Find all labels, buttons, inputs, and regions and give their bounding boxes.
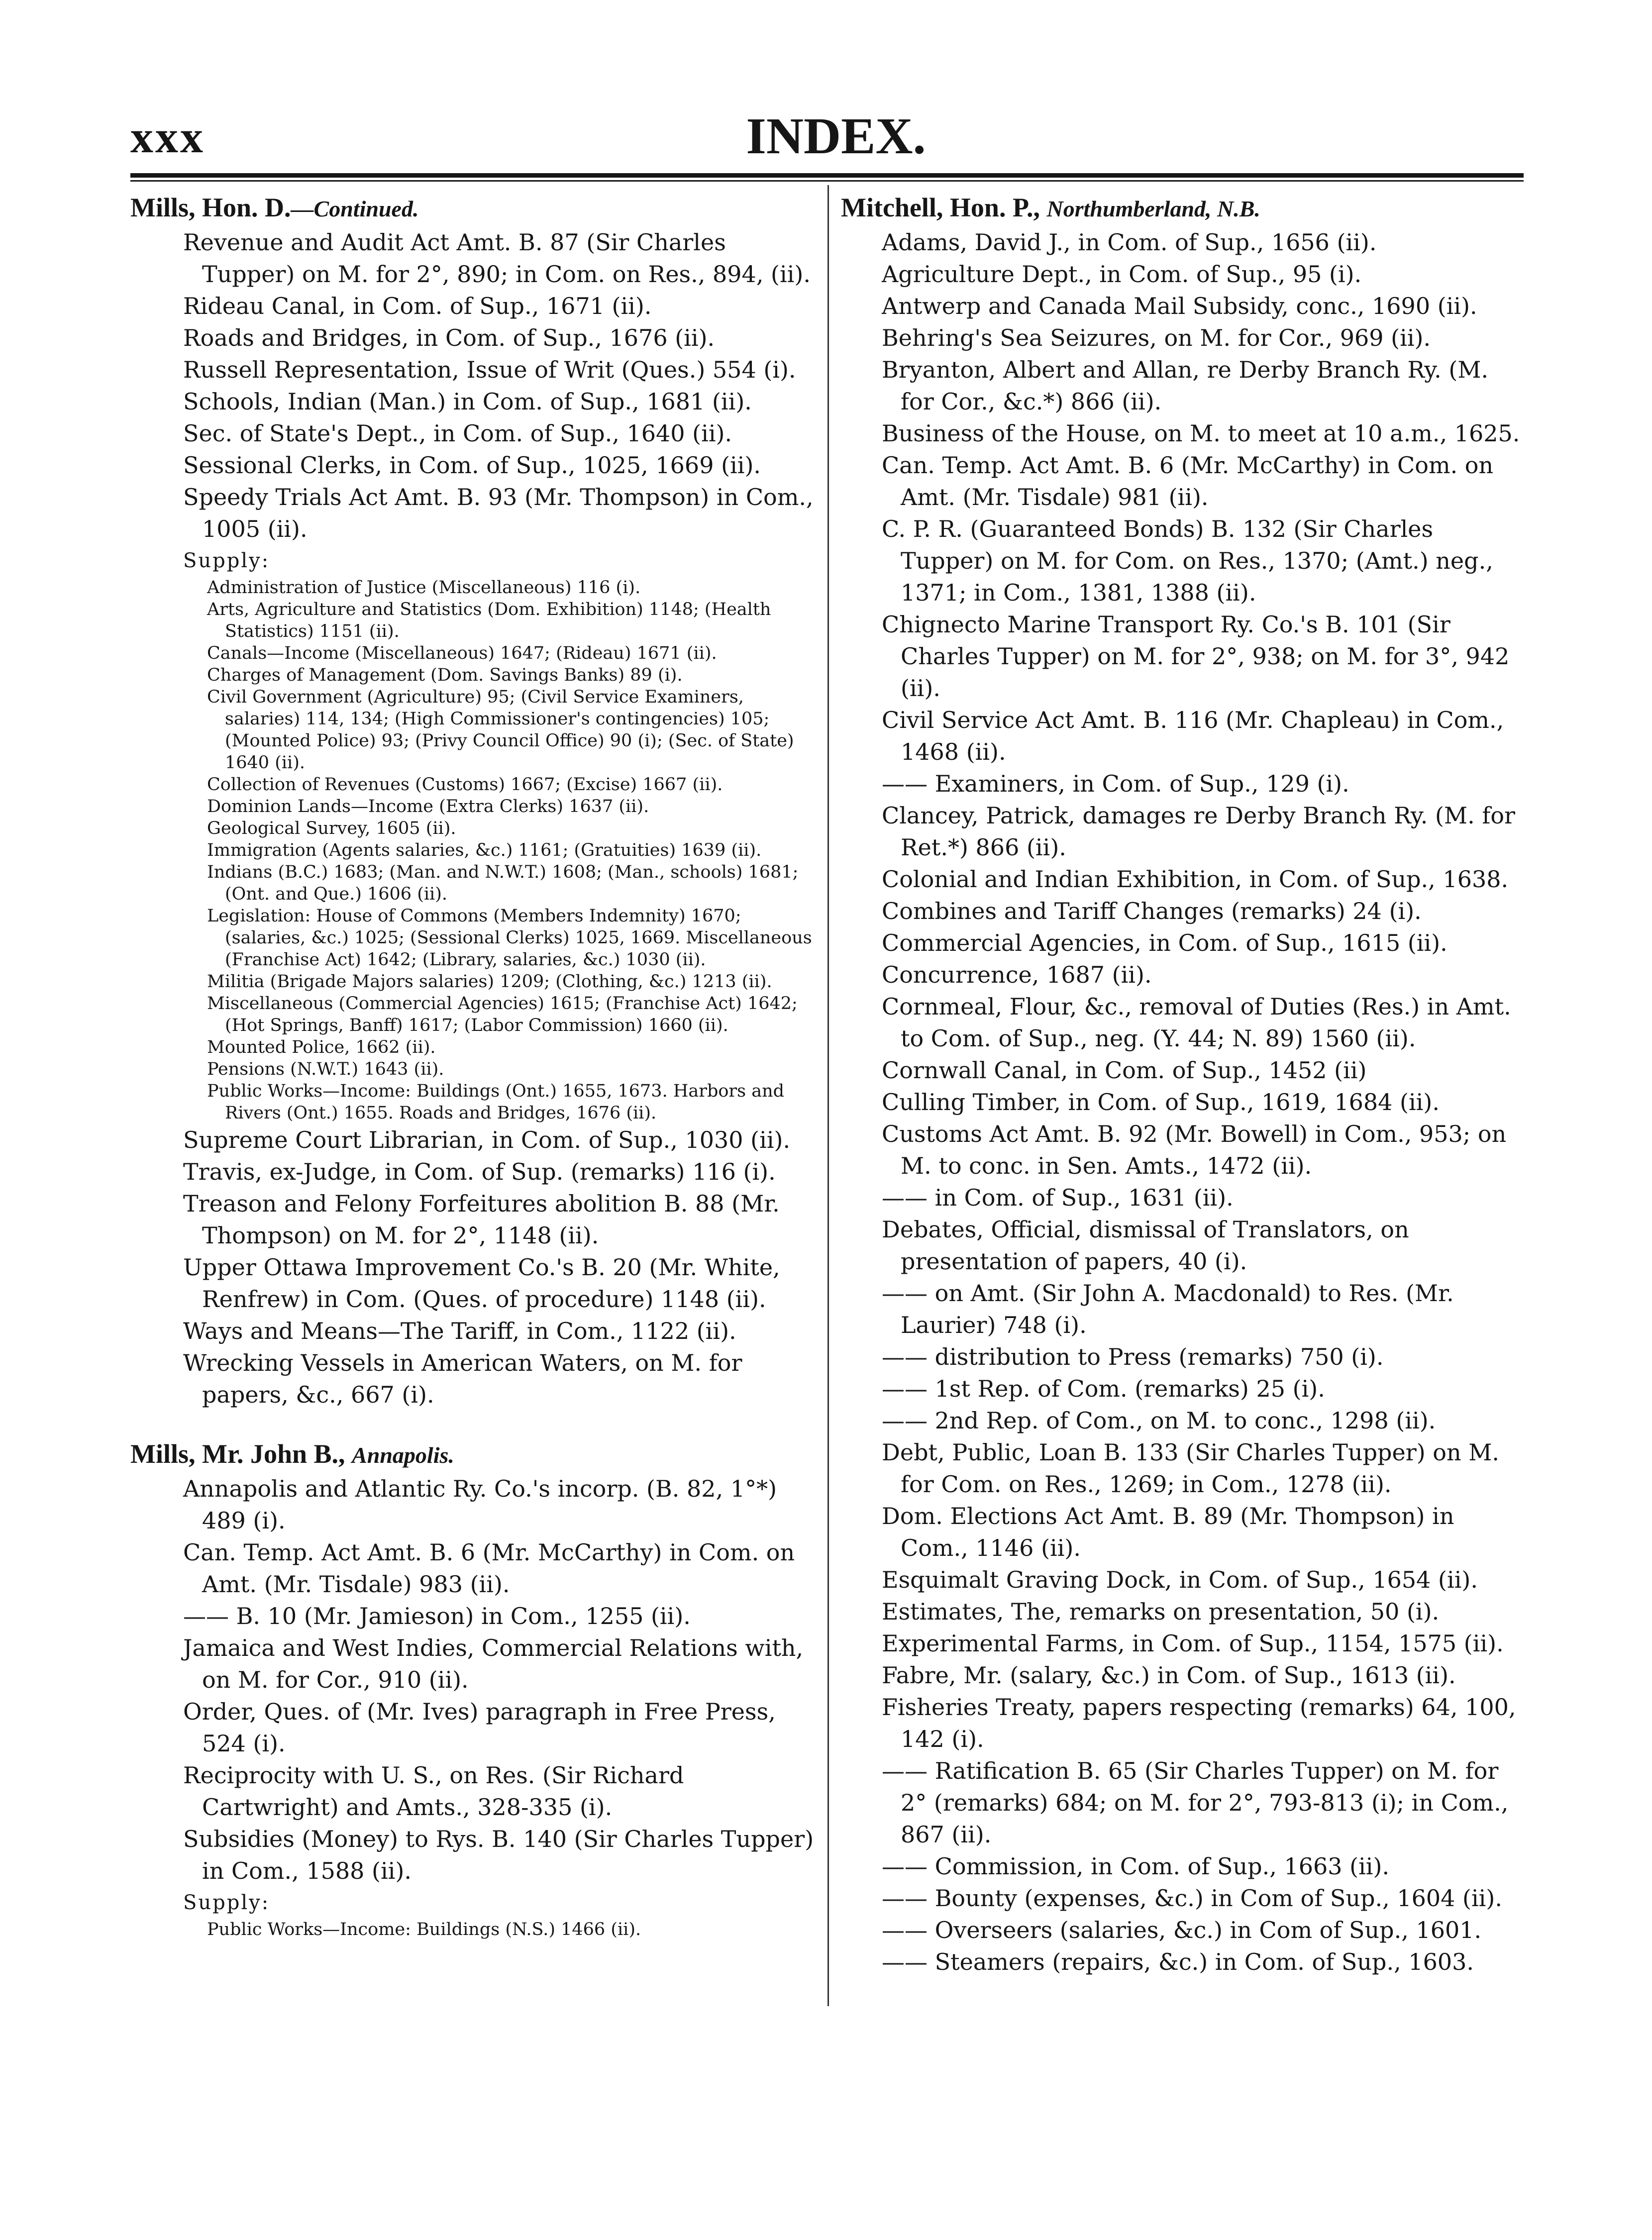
index-entry: Debt, Public, Loan B. 133 (Sir Charles Tupper) on M. for Com. on Res., 1269; in Com., 1278 (ii). [882, 1439, 1499, 1498]
index-entry: Combines and Tariff Changes (remarks) 24 (i). [882, 898, 1422, 924]
index-entry: Cornwall Canal, in Com. of Sup., 1452 (ii) [882, 1057, 1367, 1084]
entry-heading [130, 1436, 816, 1473]
index-entry: —— 1st Rep. of Com. (remarks) 25 (i). [882, 1375, 1325, 1402]
supply-entry: Pensions (N.W.T.) 1643 (ii). [207, 1059, 444, 1079]
index-entry: Concurrence, 1687 (ii). [882, 961, 1152, 988]
heading-sub: Northumberland, N.B. [1046, 196, 1260, 221]
index-entry: Debates, Official, dismissal of Translators, on presentation of papers, 40 (i). [882, 1216, 1409, 1275]
index-entry: Russell Representation, Issue of Writ (Ques.) 554 (i). [183, 356, 796, 383]
index-entry: Adams, David J., in Com. of Sup., 1656 (ii). [882, 229, 1377, 256]
supply-entry: Civil Government (Agriculture) 95; (Civil Service Examiners, salaries) 114, 134; (High Commissioner's contingencies) 105; (Mounted Police) 93; (Privy Council Office) 90 (i); (Sec. of State) 1640 (ii). [207, 687, 794, 773]
index-entry: Dom. Elections Act Amt. B. 89 (Mr. Thompson) in Com., 1146 (ii). [882, 1503, 1454, 1561]
index-entry: Annapolis and Atlantic Ry. Co.'s incorp. (B. 82, 1°*) 489 (i). [183, 1475, 777, 1534]
index-entry: Sec. of State's Dept., in Com. of Sup., 1640 (ii). [183, 420, 732, 447]
index-entry: Clancey, Patrick, damages re Derby Branch Ry. (M. for Ret.*) 866 (ii). [882, 802, 1516, 861]
supply-entry: Geological Survey, 1605 (ii). [207, 818, 456, 838]
page-title: INDEX. [746, 107, 926, 165]
index-entry: Customs Act Amt. B. 92 (Mr. Bowell) in Com., 953; on M. to conc. in Sen. Amts., 1472 (ii). [882, 1120, 1507, 1179]
heading-sub: Annapolis. [352, 1442, 454, 1468]
index-entry: Reciprocity with U. S., on Res. (Sir Richard Cartwright) and Amts., 328-335 (i). [183, 1762, 684, 1821]
supply-entry: Miscellaneous (Commercial Agencies) 1615; (Franchise Act) 1642; (Hot Springs, Banff) 1617; (Labor Commission) 1660 (ii). [207, 994, 798, 1035]
index-entry: Upper Ottawa Improvement Co.'s B. 20 (Mr. White, Renfrew) in Com. (Ques. of procedure) 1148 (ii). [183, 1254, 780, 1313]
heading-name: Mitchell, Hon. P., [841, 193, 1040, 222]
index-entry: Roads and Bridges, in Com. of Sup., 1676 (ii). [183, 324, 715, 351]
supply-entry: Immigration (Agents salaries, &c.) 1161; (Gratuities) 1639 (ii). [207, 840, 762, 860]
index-entry: Jamaica and West Indies, Commercial Relations with, on M. for Cor., 910 (ii). [183, 1634, 804, 1693]
index-entry: —— Steamers (repairs, &c.) in Com. of Sup., 1603. [882, 1948, 1474, 1975]
index-entry: Schools, Indian (Man.) in Com. of Sup., 1681 (ii). [183, 388, 752, 415]
index-entry: Ways and Means—The Tariff, in Com., 1122 (ii). [183, 1318, 736, 1344]
index-entry: Fabre, Mr. (salary, &c.) in Com. of Sup., 1613 (ii). [882, 1662, 1456, 1689]
index-entry: —— Commission, in Com. of Sup., 1663 (ii). [882, 1853, 1390, 1880]
index-entry: Sessional Clerks, in Com. of Sup., 1025, 1669 (ii). [183, 452, 761, 479]
index-entry: Agriculture Dept., in Com. of Sup., 95 (i). [882, 261, 1362, 288]
supply-entry: Charges of Management (Dom. Savings Banks) 89 (i). [207, 665, 683, 685]
heading-sub: —Continued. [291, 196, 419, 221]
index-entry: Cornmeal, Flour, &c., removal of Duties (Res.) in Amt. to Com. of Sup., neg. (Y. 44; N. 89) 1560 (ii). [882, 993, 1511, 1052]
index-entry: Can. Temp. Act Amt. B. 6 (Mr. McCarthy) in Com. on Amt. (Mr. Tisdale) 983 (ii). [183, 1539, 795, 1598]
index-entry: Order, Ques. of (Mr. Ives) paragraph in Free Press, 524 (i). [183, 1698, 776, 1757]
entry-heading [130, 190, 816, 226]
index-entry: —— Ratification B. 65 (Sir Charles Tupper) on M. for 2° (remarks) 684; on M. for 2°, 793-813 (i); in Com., 867 (ii). [882, 1757, 1509, 1848]
index-entry: Estimates, The, remarks on presentation, 50 (i). [882, 1598, 1440, 1625]
index-entry: Wrecking Vessels in American Waters, on M. for papers, &c., 667 (i). [183, 1349, 742, 1408]
index-entry: Rideau Canal, in Com. of Sup., 1671 (ii). [183, 293, 652, 319]
column-divider [827, 185, 829, 2006]
index-entry: —— distribution to Press (remarks) 750 (i). [882, 1343, 1384, 1370]
supply-entry: Public Works—Income: Buildings (Ont.) 1655, 1673. Harbors and Rivers (Ont.) 1655. Roads and Bridges, 1676 (ii). [207, 1081, 785, 1123]
index-entry: C. P. R. (Guaranteed Bonds) B. 132 (Sir Charles Tupper) on M. for Com. on Res., 1370; (Amt.) neg., 1371; in Com., 1381, 1388 (ii). [882, 515, 1493, 606]
index-entry: Commercial Agencies, in Com. of Sup., 1615 (ii). [882, 929, 1447, 956]
supply-entry: Indians (B.C.) 1683; (Man. and N.W.T.) 1608; (Man., schools) 1681; (Ont. and Que.) 1606 (ii). [207, 862, 799, 904]
index-entry: —— in Com. of Sup., 1631 (ii). [882, 1184, 1234, 1211]
supply-entry: Administration of Justice (Miscellaneous) 116 (i). [207, 578, 641, 598]
index-entry: Speedy Trials Act Amt. B. 93 (Mr. Thompson) in Com., 1005 (ii). [183, 484, 814, 542]
supply-entry: Militia (Brigade Majors salaries) 1209; (Clothing, &c.) 1213 (ii). [207, 972, 772, 992]
index-entry: Business of the House, on M. to meet at 10 a.m., 1625. [882, 420, 1520, 447]
index-entry: —— 2nd Rep. of Com., on M. to conc., 1298 (ii). [882, 1407, 1436, 1434]
entry-heading [841, 190, 1527, 226]
index-entry: Civil Service Act Amt. B. 116 (Mr. Chapleau) in Com., 1468 (ii). [882, 707, 1504, 765]
index-entry: —— Overseers (salaries, &c.) in Com of Sup., 1601. [882, 1917, 1482, 1943]
right-column [841, 190, 1527, 1978]
index-entry: Can. Temp. Act Amt. B. 6 (Mr. McCarthy) in Com. on Amt. (Mr. Tisdale) 981 (ii). [882, 452, 1494, 510]
heading-name: Mills, Hon. D. [130, 193, 291, 222]
index-entry: Chignecto Marine Transport Ry. Co.'s B. 101 (Sir Charles Tupper) on M. for 2°, 938; on M. for 3°, 942 (ii). [882, 611, 1510, 702]
supply-entry: Mounted Police, 1662 (ii). [207, 1037, 436, 1057]
left-column [130, 190, 816, 1940]
header-rule [130, 173, 1524, 178]
index-entry: Fisheries Treaty, papers respecting (remarks) 64, 100, 142 (i). [882, 1694, 1516, 1752]
index-entry: Revenue and Audit Act Amt. B. 87 (Sir Charles Tupper) on M. for 2°, 890; in Com. on Res., 894, (ii). [183, 229, 811, 288]
heading-name: Mills, Mr. John B., [130, 1439, 345, 1469]
index-entry: —— Examiners, in Com. of Sup., 129 (i). [882, 770, 1349, 797]
index-entry: Behring's Sea Seizures, on M. for Cor., 969 (ii). [882, 324, 1431, 351]
supply-entry: Collection of Revenues (Customs) 1667; (Excise) 1667 (ii). [207, 775, 723, 795]
supply-entry: Arts, Agriculture and Statistics (Dom. Exhibition) 1148; (Health Statistics) 1151 (ii). [207, 600, 771, 641]
index-entry: Culling Timber, in Com. of Sup., 1619, 1684 (ii). [882, 1089, 1440, 1116]
supply-label: Supply: [183, 1891, 270, 1914]
supply-label: Supply: [183, 549, 270, 572]
supply-entry: Dominion Lands—Income (Extra Clerks) 1637 (ii). [207, 797, 649, 816]
index-entry: Subsidies (Money) to Rys. B. 140 (Sir Charles Tupper) in Com., 1588 (ii). [183, 1826, 814, 1884]
header-rule-thin [130, 180, 1524, 182]
index-entry: Colonial and Indian Exhibition, in Com. of Sup., 1638. [882, 866, 1509, 893]
index-entry: Supreme Court Librarian, in Com. of Sup., 1030 (ii). [183, 1126, 791, 1153]
index-entry: Bryanton, Albert and Allan, re Derby Branch Ry. (M. for Cor., &c.*) 866 (ii). [882, 356, 1489, 415]
index-entry: Treason and Felony Forfeitures abolition B. 88 (Mr. Thompson) on M. for 2°, 1148 (ii). [183, 1190, 780, 1249]
index-entry: Travis, ex-Judge, in Com. of Sup. (remarks) 116 (i). [183, 1158, 776, 1185]
supply-entry: Canals—Income (Miscellaneous) 1647; (Rideau) 1671 (ii). [207, 643, 717, 663]
index-entry: —— on Amt. (Sir John A. Macdonald) to Res. (Mr. Laurier) 748 (i). [882, 1280, 1454, 1338]
page-number: xxx [130, 111, 205, 162]
index-entry: Experimental Farms, in Com. of Sup., 1154, 1575 (ii). [882, 1630, 1504, 1657]
index-entry: —— Bounty (expenses, &c.) in Com of Sup., 1604 (ii). [882, 1885, 1502, 1912]
section-gap [130, 1411, 816, 1436]
index-entry: Antwerp and Canada Mail Subsidy, conc., 1690 (ii). [882, 293, 1477, 319]
index-entry: —— B. 10 (Mr. Jamieson) in Com., 1255 (ii). [183, 1603, 691, 1629]
supply-entry: Public Works—Income: Buildings (N.S.) 1466 (ii). [207, 1920, 641, 1939]
index-entry: Esquimalt Graving Dock, in Com. of Sup., 1654 (ii). [882, 1566, 1478, 1593]
supply-entry: Legislation: House of Commons (Members Indemnity) 1670; (salaries, &c.) 1025; (Sessional Clerks) 1025, 1669. Miscellaneous (Franchise Act) 1642; (Library, salaries, &c.) 1030 (ii). [207, 906, 812, 970]
